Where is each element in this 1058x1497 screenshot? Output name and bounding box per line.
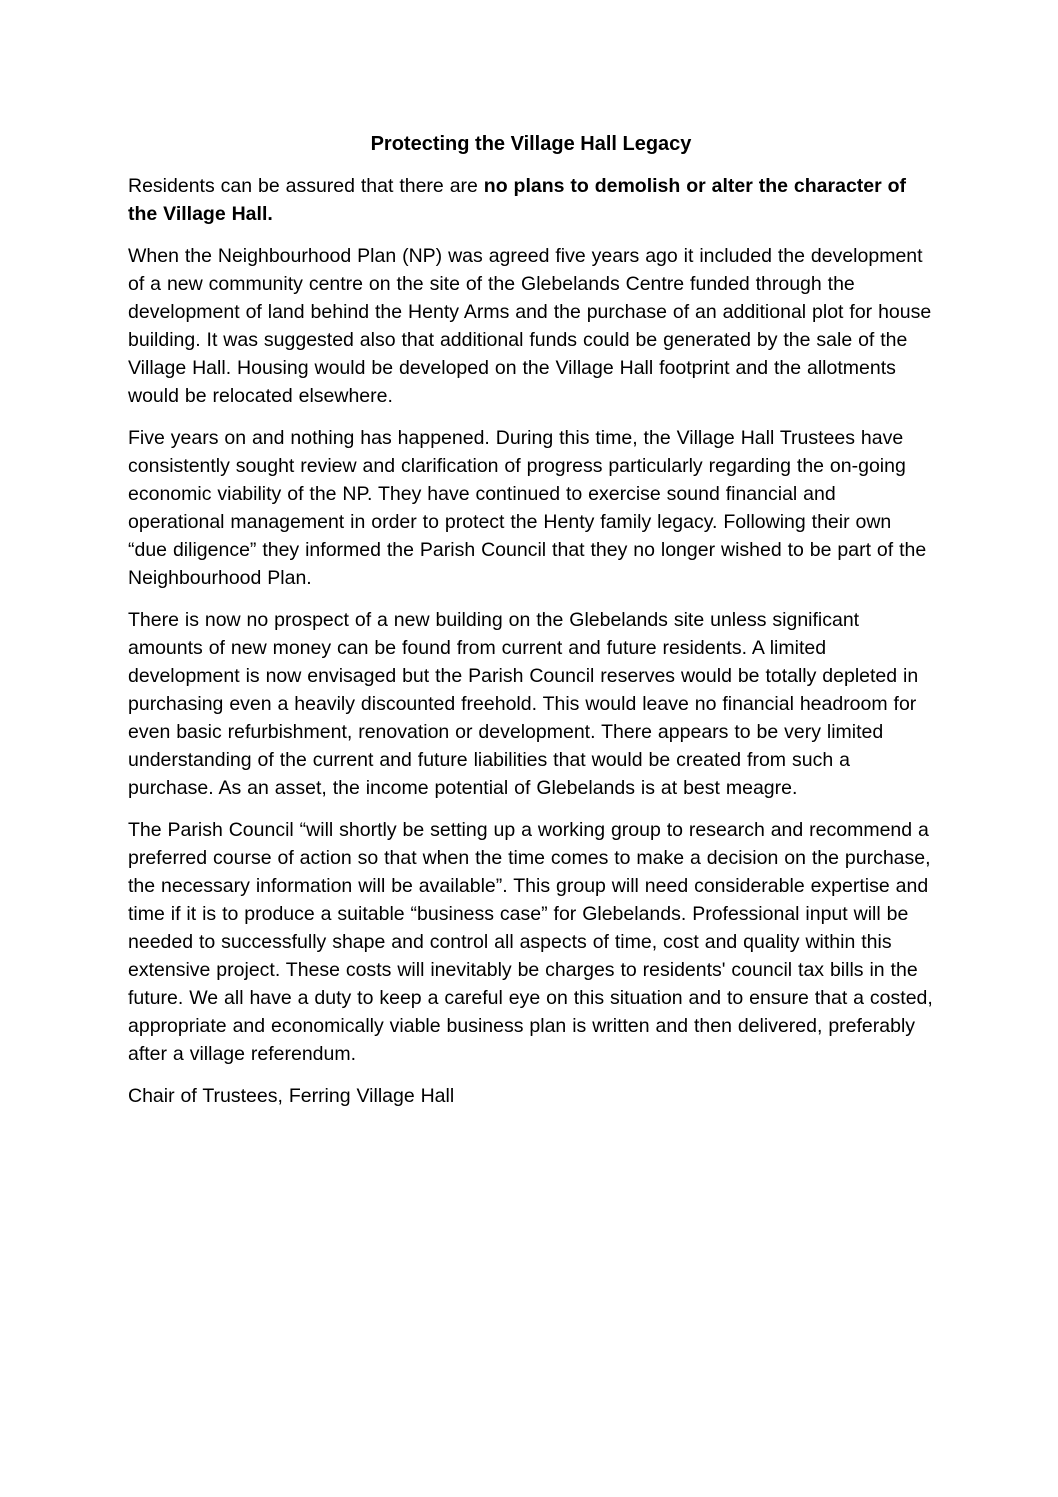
body-paragraph-five-years-on: Five years on and nothing has happened. During this time, the Village Hall Trustees have consistently sought review and clarification of progress particularly regarding the on-going economic viability of the NP. They have continued to exercise sound financial and operational management in order to protect the Henty family legacy. Following their own “due diligence” they informed the Parish Council that they no longer wished to be part of the Neighbourhood Plan.: [128, 427, 927, 589]
body-paragraph-working-group: The Parish Council “will shortly be setting up a working group to research and recommend a preferred course of action so that when the time comes to make a decision on the purchase, the necessary information will be available”. This group will need considerable expertise and time if it is to produce a suitable “business case” for Glebelands. Professional input will be needed to successfully shape and control all aspects of time, cost and quality within this extensive project. These costs will inevitably be charges to residents' council tax bills in the future. We all have a duty to keep a careful eye on this situation and to ensure that a costed, appropriate and economically viable business plan is written and then delivered, preferably after a village referendum.: [128, 819, 933, 1065]
signature-line: Chair of Trustees, Ferring Village Hall: [128, 1085, 455, 1107]
body-paragraph-neighbourhood-plan: When the Neighbourhood Plan (NP) was agreed five years ago it included the development of a new community centre on the site of the Glebelands Centre funded through the development of land behind the Henty Arms and the purchase of an additional plot for house building. It was suggested also that additional funds could be generated by the sale of the Village Hall. Housing would be developed on the Village Hall footprint and the allotments would be relocated elsewhere.: [128, 245, 932, 407]
intro-paragraph: [128, 172, 934, 228]
intro-bold-text: no plans to demolish or alter the character of the Village Hall.: [128, 175, 907, 225]
body-paragraph-no-prospect: There is now no prospect of a new building on the Glebelands site unless significant amounts of new money can be found from current and future residents. A limited development is now envisaged but the Parish Council reserves would be totally depleted in purchasing even a heavily discounted freehold. This would leave no financial headroom for even basic refurbishment, renovation or development. There appears to be very limited understanding of the current and future liabilities that would be created from such a purchase. As an asset, the income potential of Glebelands is at best meagre.: [128, 609, 919, 799]
document-title: Protecting the Village Hall Legacy: [370, 133, 692, 155]
intro-normal-text: Residents can be assured that there are: [128, 175, 484, 197]
